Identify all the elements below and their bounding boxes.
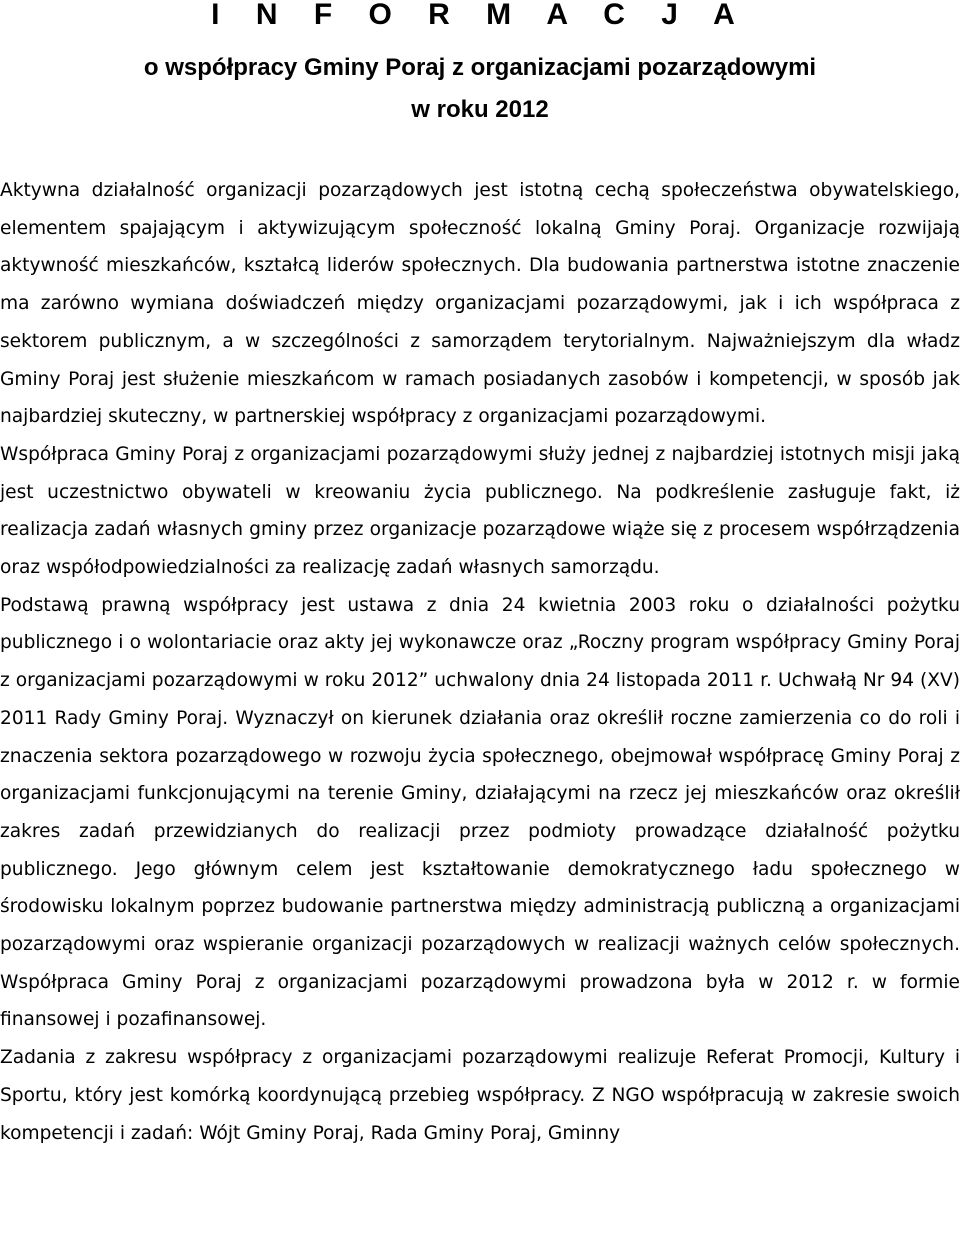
document-body — [0, 172, 960, 1152]
document-subtitle-year: w roku 2012 — [411, 96, 549, 123]
paragraph-tasks: Zadania z zakresu współpracy z organizacjami pozarządowymi realizuje Referat Promocji, Kultury i Sportu, który jest komórką koordynującą przebieg współpracy. Z NGO współpracują w zakresie swoich kompetencji i zadań: Wójt Gminy Poraj, Rada Gminy Poraj, Gminny — [0, 1047, 960, 1144]
paragraph-legal-basis: Podstawą prawną współpracy jest ustawa z dnia 24 kwietnia 2003 roku o działalności pożytku publicznego i o wolontariacie oraz akty jej wykonawcze oraz „Roczny program współpracy Gminy Poraj z organizacjami pozarządowymi w roku 2012” uchwalony dnia 24 listopada 2011 r. Uchwałą Nr 94 (XV) 2011 Rady Gminy Poraj. Wyznaczył on kierunek działania oraz określił roczne zamierzenia co do roli i znaczenia sektora pozarządowego w rozwoju życia społecznego, obejmował współpracę Gminy Poraj z organizacjami funkcjonującymi na terenie Gminy, działającymi na rzecz jej mieszkańców oraz określił zakres zadań przewidzianych do realizacji przez podmioty prowadzące działalność pożytku publicznego. Jego głównym celem jest kształtowanie demokratycznego ładu społecznego w środowisku lokalnym poprzez budowanie partnerstwa między administracją publiczną a organizacjami pozarządowymi oraz wspieranie organizacji pozarządowych w realizacji ważnych celów społecznych. Współpraca Gminy Poraj z organizacjami pozarządowymi prowadzona była w 2012 r. w formie finansowej i pozafinansowej. — [0, 594, 960, 1031]
document-subtitle: o współpracy Gminy Poraj z organizacjami pozarządowymi — [143, 54, 817, 81]
paragraph-cooperation: Współpraca Gminy Poraj z organizacjami pozarządowymi służy jednej z najbardziej istotnych misji jaką jest uczestnictwo obywateli w kreowaniu życia publicznego. Na podkreślenie zasługuje fakt, iż realizacja zadań własnych gminy przez organizacje pozarządowe wiąże się z procesem współrządzenia oraz współodpowiedzialności za realizację zadań własnych samorządu. — [0, 443, 960, 579]
document-title: I N F O R M A C J A — [211, 0, 749, 31]
paragraph-intro: Aktywna działalność organizacji pozarządowych jest istotną cechą społeczeństwa obywatelskiego, elementem spajającym i aktywizującym społeczność lokalną Gminy Poraj. Organizacje rozwijają aktywność mieszkańców, kształcą liderów społecznych. Dla budowania partnerstwa istotne znaczenie ma zarówno wymiana doświadczeń między organizacjami pozarządowymi, jak i ich współpraca z sektorem publicznym, a w szczególności z samorządem terytorialnym. Najważniejszym dla władz Gminy Poraj jest służenie mieszkańcom w ramach posiadanych zasobów i kompetencji, w sposób jak najbardziej skuteczny, w partnerskiej współpracy z organizacjami pozarządowymi. — [0, 180, 960, 428]
